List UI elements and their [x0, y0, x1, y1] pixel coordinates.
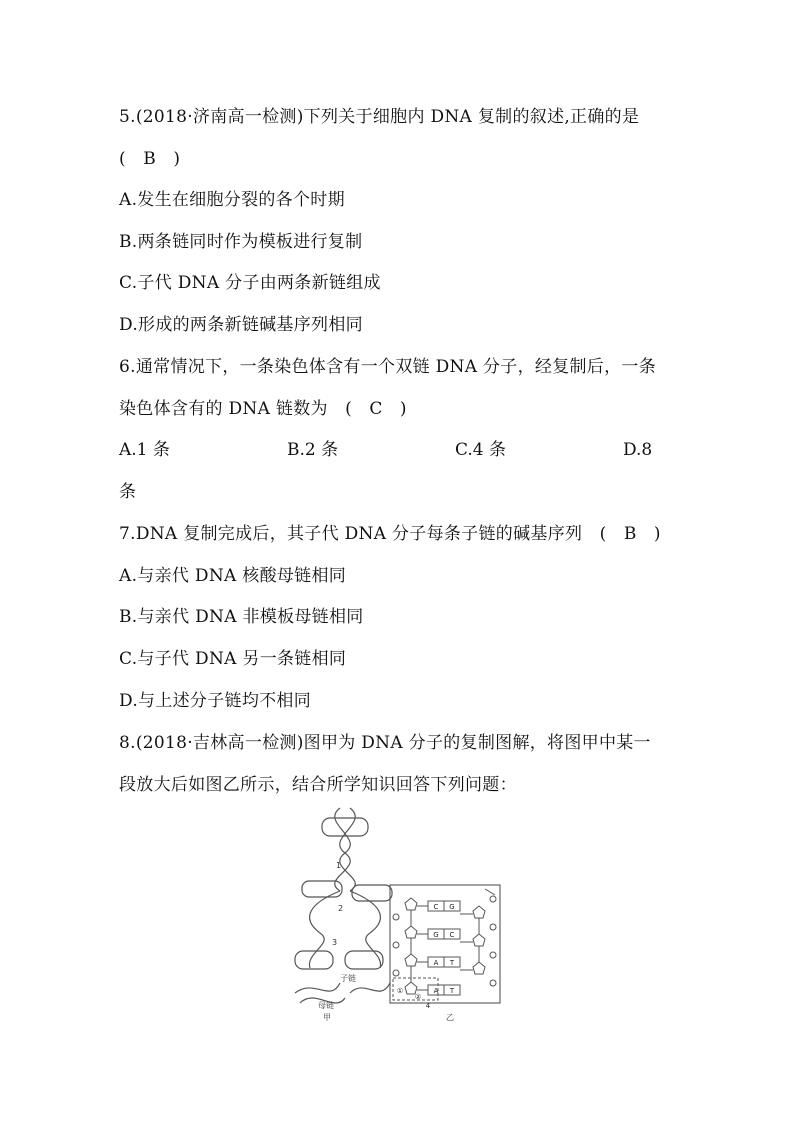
- dna-replication-figure: [290, 803, 505, 1028]
- figure-mark-1: ①: [396, 987, 404, 995]
- q5-stem: 5.(2018·济南高一检测)下列关于细胞内 DNA 复制的叙述,正确的是: [119, 107, 640, 127]
- q5-answer: ( B ): [119, 149, 181, 169]
- q5-option-b: B.两条链同时作为模板进行复制: [119, 232, 363, 252]
- figure-base-6: T: [449, 959, 455, 967]
- figure-base-2: G: [449, 903, 455, 911]
- figure-step-2: 2: [338, 904, 344, 913]
- figure-base-5: A: [433, 959, 439, 967]
- q7-option-c: C.与子代 DNA 另一条链相同: [119, 649, 347, 669]
- q8-stem-line1: 8.(2018·吉林高一检测)图甲为 DNA 分子的复制图解，将图甲中某一: [119, 733, 651, 753]
- q6-option-c: C.4 条: [455, 440, 507, 460]
- q6-stem-line2: 染色体含有的 DNA 链数为 ( C ): [119, 399, 407, 419]
- figure-label-jia: 甲: [323, 1013, 331, 1022]
- figure-yi-enlarged-segment: [390, 885, 500, 1010]
- figure-base-8: T: [449, 987, 455, 995]
- figure-mark-2: ②: [414, 993, 422, 1001]
- figure-label-yi: 乙: [446, 1013, 454, 1022]
- q7-option-a: A.与亲代 DNA 核酸母链相同: [119, 566, 347, 586]
- figure-base-4: C: [449, 931, 455, 939]
- figure-label-mulian: 母链: [318, 1001, 334, 1010]
- figure-base-7: A: [433, 987, 439, 995]
- q6-option-b: B.2 条: [287, 440, 339, 460]
- q6-stem-line1: 6.通常情况下，一条染色体含有一个双链 DNA 分子，经复制后，一条: [119, 357, 657, 377]
- figure-step-3: 3: [332, 938, 338, 947]
- figure-base-3: G: [433, 931, 439, 939]
- q6-option-a: A.1 条: [119, 440, 170, 460]
- figure-step-1: 1: [336, 861, 342, 870]
- figure-label-zilian: 子链: [340, 974, 356, 983]
- q5-option-c: C.子代 DNA 分子由两条新链组成: [119, 273, 381, 293]
- q7-option-d: D.与上述分子链均不相同: [119, 691, 312, 711]
- q8-stem-line2: 段放大后如图乙所示，结合所学知识回答下列问题：: [119, 775, 517, 795]
- q7-stem: 7.DNA 复制完成后，其子代 DNA 分子每条子链的碱基序列 ( B ): [119, 524, 661, 544]
- q7-option-b: B.与亲代 DNA 非模板母链相同: [119, 607, 364, 627]
- q5-option-d: D.形成的两条新链碱基序列相同: [119, 315, 363, 335]
- q6-option-d-wrap: 条: [119, 482, 137, 502]
- q5-option-a: A.发生在细胞分裂的各个时期: [119, 190, 345, 210]
- q6-option-d: D.8: [623, 440, 653, 460]
- figure-base-1: C: [433, 903, 439, 911]
- figure-mark-4: 4: [425, 1002, 431, 1010]
